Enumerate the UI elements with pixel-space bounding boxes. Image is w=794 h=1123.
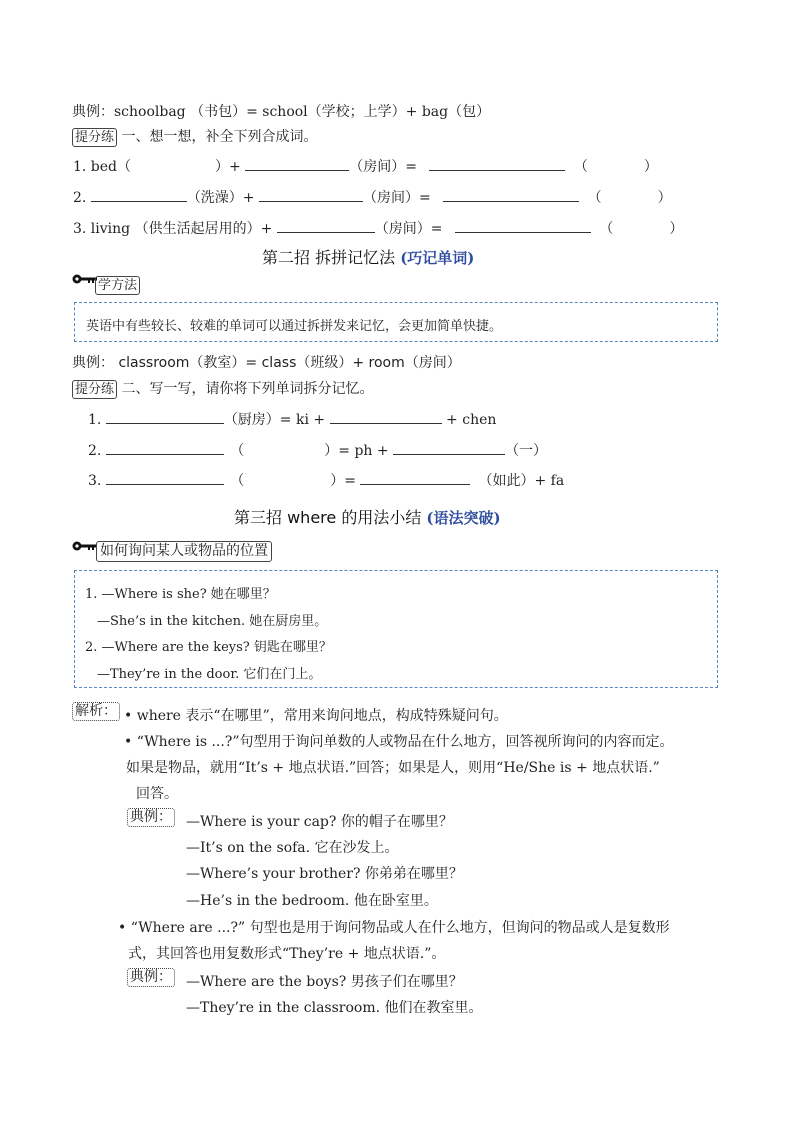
answer-blank[interactable] xyxy=(106,470,224,485)
heading-word: where xyxy=(287,508,337,527)
exercise-1-item-1 xyxy=(73,156,658,176)
example-text: classroom（教室）= class（班级）+ room（房间） xyxy=(118,355,461,371)
item-text: 1. xyxy=(88,412,102,428)
exercise-2-item-3 xyxy=(88,470,564,490)
analysis-label xyxy=(72,702,120,721)
example-2 xyxy=(72,352,461,372)
method-tag xyxy=(95,274,140,295)
exercise-2-item-2 xyxy=(88,440,547,460)
analysis-bullet-3: • “Where are ...?” 句型也是用于询问物品或人在什么地方，但询问的物品或人是复数形 xyxy=(118,920,670,936)
section-1-instruction: 一、想一想，补全下列合成词。 xyxy=(121,129,318,145)
analysis-label-text: 解析： xyxy=(72,702,120,721)
example-line: —Where are the boys? 男孩子们在哪里？ xyxy=(186,974,463,990)
example-1 xyxy=(72,101,490,121)
item-text: ）+ xyxy=(215,159,241,175)
example-label: 典例： xyxy=(127,968,175,987)
item-text: （一） xyxy=(505,443,548,459)
method-box xyxy=(74,302,718,342)
heading-tip-3 xyxy=(234,505,501,528)
analysis-example-label-2 xyxy=(127,968,175,987)
item-text: 3. living （供生活起居用的）+ xyxy=(73,221,273,237)
answer-blank[interactable] xyxy=(393,440,505,455)
key-icon xyxy=(72,540,98,552)
dialog-line: 2. —Where are the keys? 钥匙在哪里？ xyxy=(85,640,332,655)
heading-text: 第二招 拆拼记忆法 xyxy=(262,248,396,267)
answer-blank[interactable] xyxy=(106,409,224,424)
practice-badge: 提分练 xyxy=(72,128,117,147)
item-text: 1. bed（ xyxy=(73,159,132,175)
example-line: —It’s on the sofa. 它在沙发上。 xyxy=(186,840,399,856)
example-label: 典例： xyxy=(127,808,175,827)
exercise-1-item-3 xyxy=(73,218,683,238)
item-text: ） xyxy=(669,221,684,237)
item-text: （ xyxy=(587,190,602,206)
example-label: 典例： xyxy=(72,104,114,120)
section-1-header xyxy=(72,126,317,147)
item-text: ） xyxy=(643,159,658,175)
example-line: —He’s in the bedroom. 他在卧室里。 xyxy=(186,893,438,909)
answer-blank[interactable] xyxy=(106,440,224,455)
method-text: 英语中有些较长、较难的单词可以通过拆拼发来记忆，会更加简单快捷。 xyxy=(86,319,503,334)
answer-blank[interactable] xyxy=(330,409,442,424)
heading-text: 的用法小结 xyxy=(336,508,422,527)
answer-blank[interactable] xyxy=(91,187,187,202)
exercise-1-item-2 xyxy=(73,187,672,207)
heading-paren: (语法突破) xyxy=(426,509,501,527)
heading-tip-2 xyxy=(262,245,474,268)
example-text: schoolbag （书包）= school（学校；上学）+ bag（包） xyxy=(114,104,491,120)
dialog-line: 1. —Where is she? 她在哪里？ xyxy=(85,587,276,602)
ask-tag xyxy=(96,540,272,562)
example-line: —Where’s your brother? 你弟弟在哪里？ xyxy=(186,866,463,882)
analysis-example-label-1 xyxy=(127,808,175,827)
item-text: 3. xyxy=(88,473,102,489)
item-text: 2. xyxy=(73,190,87,206)
answer-blank[interactable] xyxy=(443,187,579,202)
item-text: （ xyxy=(599,221,614,237)
item-text: （ xyxy=(230,443,245,459)
item-text: （ xyxy=(573,159,588,175)
section-2-header xyxy=(72,378,373,399)
answer-blank[interactable] xyxy=(245,156,349,171)
item-text: （洗澡）+ xyxy=(186,190,255,206)
analysis-bullet-1: • where 表示“在哪里”，常用来询问地点，构成特殊疑问句。 xyxy=(124,708,508,724)
analysis-bullet-2: • “Where is ...?”句型用于询问单数的人或物品在什么地方，回答视所询问的内容而定。 xyxy=(124,734,674,750)
practice-badge: 提分练 xyxy=(72,380,117,399)
example-line: —They’re in the classroom. 他们在教室里。 xyxy=(186,1000,483,1016)
analysis-bullet-3-cont: 式，其回答也用复数形式“They’re + 地点状语.”。 xyxy=(128,946,446,962)
answer-blank[interactable] xyxy=(259,187,363,202)
exercise-2-item-1 xyxy=(88,409,496,429)
item-text: （如此）+ fa xyxy=(478,473,565,489)
item-text: + chen xyxy=(446,412,497,428)
answer-blank[interactable] xyxy=(360,470,470,485)
analysis-bullet-2-end: 回答。 xyxy=(136,786,178,802)
item-text: （房间）= xyxy=(363,190,431,206)
item-text: （厨房）= ki + xyxy=(223,412,326,428)
ask-tag-label: 如何询问某人或物品的位置 xyxy=(96,541,272,562)
item-text: （房间）= xyxy=(349,159,417,175)
item-text: ）= xyxy=(330,473,356,489)
analysis-bullet-2-cont: 如果是物品，就用“It’s + 地点状语.”回答；如果是人，则用“He/She is + 地点状语.” xyxy=(126,760,660,776)
example-line: —Where is your cap? 你的帽子在哪里？ xyxy=(186,814,453,830)
heading-paren: (巧记单词) xyxy=(400,249,475,267)
item-text: 2. xyxy=(88,443,102,459)
method-tag-label: 学方法 xyxy=(95,276,140,295)
example-label: 典例： xyxy=(72,355,114,371)
item-text: ） xyxy=(657,190,672,206)
item-text: ）= ph + xyxy=(324,443,389,459)
dialog-line: —They’re in the door. 它们在门上。 xyxy=(97,667,322,682)
heading-text: 第三招 xyxy=(234,508,288,527)
answer-blank[interactable] xyxy=(429,156,565,171)
dialog-line: —She’s in the kitchen. 她在厨房里。 xyxy=(97,614,328,629)
answer-blank[interactable] xyxy=(455,218,591,233)
ask-box xyxy=(74,570,718,688)
item-text: （ xyxy=(230,473,245,489)
item-text: （房间）= xyxy=(374,221,443,237)
answer-blank[interactable] xyxy=(277,218,375,233)
section-2-instruction: 二、写一写，请你将下列单词拆分记忆。 xyxy=(121,381,374,397)
